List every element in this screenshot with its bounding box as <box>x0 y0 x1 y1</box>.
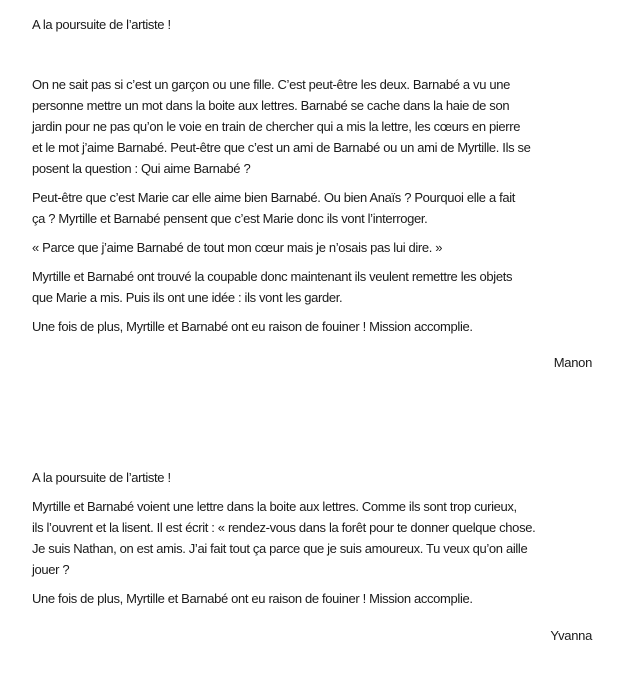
story1-p1-line2: personne mettre un mot dans la boite aux lettres. Barnabé se cache dans la haie de son <box>32 98 510 113</box>
story1-p1-line4: et le mot j’aime Barnabé. Peut-être que c’est un ami de Barnabé ou un ami de Myrtille. Ils se <box>32 140 531 155</box>
story1-p1-line3: jardin pour ne pas qu’on le voie en train de chercher qui a mis la lettre, les cœurs en pierre <box>32 119 521 134</box>
story2-p1-line2: ils l’ouvrent et la lisent. Il est écrit : « rendez-vous dans la forêt pour te donner quelque chose. <box>32 520 536 535</box>
story1-p2-line1: Peut-être que c’est Marie car elle aime bien Barnabé. Ou bien Anaïs ? Pourquoi elle a fait <box>32 190 516 205</box>
story1-p1-line5: posent la question : Qui aime Barnabé ? <box>32 161 251 176</box>
story1-p1-line1: On ne sait pas si c’est un garçon ou une fille. C’est peut-être les deux. Barnabé a vu une <box>32 77 510 92</box>
story2-p1-line1: Myrtille et Barnabé voient une lettre dans la boite aux lettres. Comme ils sont trop curieux, <box>32 499 517 514</box>
story2-p1-line3: Je suis Nathan, on est amis. J’ai fait tout ça parce que je suis amoureux. Tu veux qu’on aille <box>32 541 528 556</box>
story1-p2-line2: ça ? Myrtille et Barnabé pensent que c’est Marie donc ils vont l’interroger. <box>32 211 428 226</box>
story1-p4-line2: que Marie a mis. Puis ils ont une idée : ils vont les garder. <box>32 290 343 305</box>
story2-title: A la poursuite de l’artiste ! <box>32 470 171 485</box>
story1-closing: Une fois de plus, Myrtille et Barnabé ont eu raison de fouiner ! Mission accomplie. <box>32 319 473 334</box>
story2-author: Yvanna <box>550 628 592 643</box>
story2-closing: Une fois de plus, Myrtille et Barnabé ont eu raison de fouiner ! Mission accomplie. <box>32 591 473 606</box>
story1-quote: « Parce que j’aime Barnabé de tout mon cœur mais je n’osais pas lui dire. » <box>32 240 443 255</box>
story1-author: Manon <box>553 355 592 370</box>
story1-title: A la poursuite de l’artiste ! <box>32 17 171 32</box>
story2-p1-line4: jouer ? <box>32 562 70 577</box>
story1-p4-line1: Myrtille et Barnabé ont trouvé la coupable donc maintenant ils veulent remettre les objets <box>32 269 513 284</box>
